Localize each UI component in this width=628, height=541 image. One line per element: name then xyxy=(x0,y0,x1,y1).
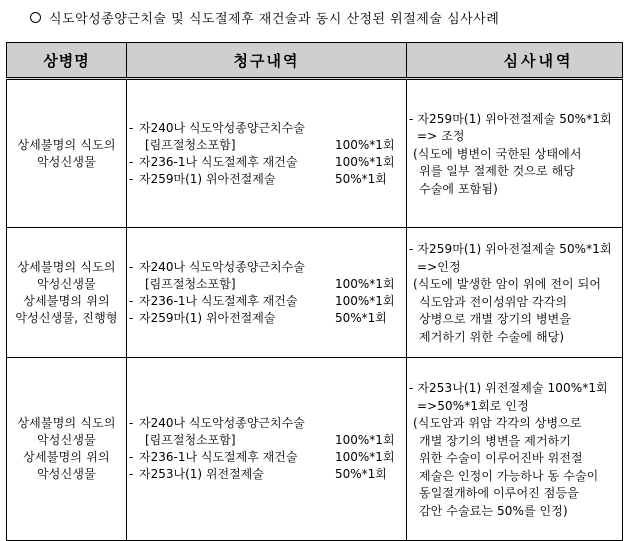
review-line: 제술은 인정이 가능하나 동 수술이 xyxy=(419,468,599,483)
claim-text: 자236-1나 식도절제후 재건술 xyxy=(139,293,298,308)
diagnosis-line: 악성신생물 xyxy=(37,276,96,291)
claim-text: [림프절청소포함] xyxy=(145,137,236,152)
claim-rate xyxy=(335,120,397,137)
claim-line xyxy=(129,120,406,137)
diagnosis-line: 상세불명의 위의 xyxy=(23,293,110,308)
claim-line xyxy=(129,137,406,154)
review-line: (식도암과 위암 각각의 상병으로 xyxy=(413,416,582,430)
header-claim: 청구내역 xyxy=(127,43,407,79)
review-line: =>인정 xyxy=(417,259,461,274)
claim-rate xyxy=(335,415,397,432)
claim-dash xyxy=(129,276,139,293)
claim-text: 자240나 식도악성종양근치수술 xyxy=(139,120,305,135)
claim-dash: - xyxy=(129,293,134,308)
review-line: - 자253나(1) 위전절제술 100%*1회 xyxy=(409,381,608,395)
review-line: - 자259마(1) 위아전절제술 50%*1회 xyxy=(409,242,612,256)
diagnosis-cell xyxy=(7,79,127,228)
claim-cell xyxy=(127,79,407,228)
diagnosis-line: 상세불명의 위의 xyxy=(23,450,110,464)
diagnosis-cell xyxy=(7,358,127,541)
claim-rate: 100%*1회 xyxy=(335,154,395,169)
claim-dash: - xyxy=(129,416,134,430)
claim-line xyxy=(129,276,406,293)
review-line: 식도암과 전이성위암 각각의 xyxy=(419,294,568,309)
claim-cell xyxy=(127,358,407,541)
claim-dash: - xyxy=(129,467,134,481)
claim-dash: - xyxy=(129,450,134,464)
review-line: 위한 수술이 이루어진바 위전절 xyxy=(419,451,583,465)
claim-line xyxy=(129,432,406,449)
review-line: (식도에 병변이 국한된 상태에서 xyxy=(413,146,582,161)
claim-text: 자236-1나 식도절제후 재건술 xyxy=(139,450,298,464)
claim-line xyxy=(129,449,406,466)
review-line: 상병으로 개별 장기의 병변을 xyxy=(419,312,572,326)
claim-line xyxy=(129,293,406,310)
review-cell xyxy=(407,79,623,228)
claim-rate: 100%*1회 xyxy=(335,433,395,447)
page-title xyxy=(30,8,499,27)
claim-dash: - xyxy=(129,154,134,169)
claim-rate: 50%*1회 xyxy=(335,171,387,186)
claim-rate xyxy=(335,259,397,276)
claim-dash xyxy=(129,137,139,154)
review-case-table xyxy=(6,42,623,541)
table-row xyxy=(7,79,623,228)
circle-bullet-icon xyxy=(30,12,41,23)
claim-text: 자236-1나 식도절제후 재건술 xyxy=(139,154,298,169)
header-review xyxy=(407,43,623,79)
claim-line xyxy=(129,259,406,276)
review-cell xyxy=(407,228,623,358)
claim-dash: - xyxy=(129,120,134,135)
claim-text: 자240나 식도악성종양근치수술 xyxy=(139,416,305,430)
diagnosis-line: 상세불명의 식도의 xyxy=(17,137,116,152)
review-line: => 조정 xyxy=(417,129,465,144)
claim-rate: 100%*1회 xyxy=(335,293,395,308)
review-line: 제거하기 위한 수술에 해당) xyxy=(419,329,565,344)
diagnosis-line: 악성신생물 xyxy=(37,154,96,169)
claim-rate: 100%*1회 xyxy=(335,137,395,152)
review-cell xyxy=(407,358,623,541)
claim-dash: - xyxy=(129,171,134,186)
claim-text: 자259마(1) 위아전절제술 xyxy=(139,310,276,325)
review-line: - 자259마(1) 위아전절제술 50%*1회 xyxy=(409,111,612,126)
review-line: (식도에 발생한 암이 위에 전이 되어 xyxy=(413,277,602,291)
review-line: 동일절개하에 이루어진 점등을 xyxy=(419,486,579,500)
claim-text: 자240나 식도악성종양근치수술 xyxy=(139,259,305,274)
claim-line xyxy=(129,154,406,171)
claim-dash: - xyxy=(129,310,134,325)
review-line: 수술에 포함됨) xyxy=(419,181,498,196)
claim-line xyxy=(129,466,406,483)
diagnosis-line: 악성신생물 xyxy=(37,433,96,447)
claim-text: [림프절청소포함] xyxy=(145,433,236,447)
claim-rate: 100%*1회 xyxy=(335,276,395,291)
claim-text: [림프절청소포함] xyxy=(145,276,236,291)
review-line: 감안 수술료는 50%를 인정) xyxy=(419,503,568,518)
claim-rate: 50%*1회 xyxy=(335,467,387,481)
table-header-row xyxy=(7,43,623,79)
claim-text: 자259마(1) 위아전절제술 xyxy=(139,171,276,186)
claim-rate: 50%*1회 xyxy=(335,310,387,325)
claim-rate: 100%*1회 xyxy=(335,450,395,464)
diagnosis-cell xyxy=(7,228,127,358)
page-title-text: 식도악성종양근치술 및 식도절제후 재건술과 동시 산정된 위절제술 심사사례 xyxy=(49,12,500,27)
diagnosis-line: 악성신생물, 진행형 xyxy=(15,310,118,325)
claim-text: 자253나(1) 위전절제술 xyxy=(139,467,264,481)
review-line: 개별 장기의 병변을 제거하기 xyxy=(419,433,572,448)
claim-line xyxy=(129,310,406,327)
header-review-label: 심사내역 xyxy=(503,51,574,70)
claim-line xyxy=(129,415,406,432)
claim-line xyxy=(129,171,406,188)
diagnosis-line: 상세불명의 식도의 xyxy=(17,259,116,274)
claim-dash: - xyxy=(129,259,134,274)
diagnosis-line: 상세불명의 식도의 xyxy=(17,416,116,430)
table-row xyxy=(7,228,623,358)
header-diagnosis: 상병명 xyxy=(7,43,127,79)
review-line: =>50%*1회로 인정 xyxy=(417,398,529,413)
diagnosis-line: 악성신생물 xyxy=(37,467,96,481)
table-row xyxy=(7,358,623,541)
claim-dash xyxy=(129,432,139,449)
review-line: 위를 일부 절제한 것으로 해당 xyxy=(419,164,575,179)
claim-cell xyxy=(127,228,407,358)
